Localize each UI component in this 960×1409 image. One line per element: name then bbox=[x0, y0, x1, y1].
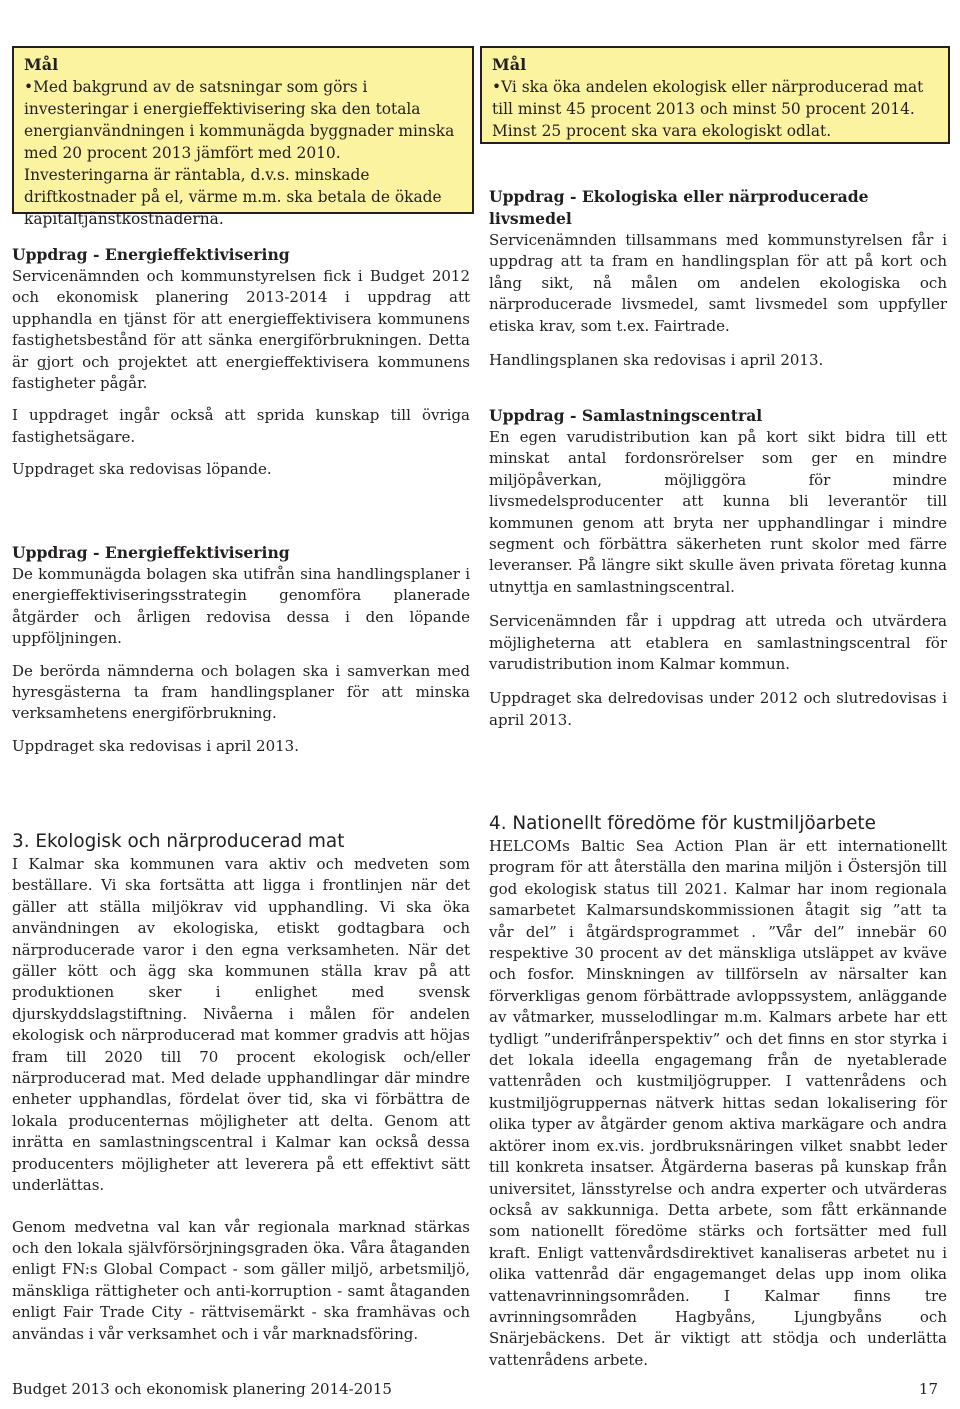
section-ecological-food bbox=[12, 830, 470, 1345]
assignment-title: Uppdrag - Energieffektivisering bbox=[12, 543, 290, 562]
assignment-paragraph: Servicenämnden och kommunstyrelsen fick i Budget 2012 och ekonomisk planering 2013-2014 i uppdrag att upphandla en tjänst för att energieffektivisera kommunens fastighetsbestånd för att sänka energiförbrukningen. Detta är gjort och projektet att energieffektivisera kommunens fastigheter pågår. bbox=[12, 267, 470, 393]
assignment-title: Uppdrag - Ekologiska eller närproducerade livsmedel bbox=[489, 187, 869, 228]
page-footer bbox=[12, 1378, 938, 1400]
section-paragraph: HELCOMs Baltic Sea Action Plan är ett internationellt program för att återställa den marina miljön i Östersjön till god ekologisk status till 2021. Kalmar har inom regionala samarbetet Kalmarsundskommissionen åtagit sig ”att ta vår del” i åtgärdsprogrammet . ”Vår del” innebär 60 respektive 30 procent av det mänskliga utsläppet av kväve och fosfor. Minskningen av tillförseln av närsalter kan förverkligas genom förbättrade avloppssystem, anläggande av våtmarker, musselodlingar m.m. Kalmars arbete har ett tydligt ”underifrånperspektiv” och det finns en stor styrka i det lokala ideella engagemang från de nyetablerade vattenråden och kustmiljögrupper. I vattenrådens och kustmiljögruppernas nätverk hittas sedan lokalisering för olika typer av åtgärder genom aktiva markägare och andra aktörer inom ex.vis. jordbruksnäringen vilket snabbt leder till konkreta insatser. Åtgärderna baseras på kunskap från universitet, länsstyrelse och andra experter och utvärderas också av sakkunniga. Detta arbete, som fått erkännande som nationellt föredöme stärks och fortsätter med full kraft. Enligt vattenvårdsdirektivet kanaliseras arbetet nu i olika vattenråd där engagemanget delas upp inom olika vattenavrinningsområden. I Kalmar finns tre avrinningsområden Hagbyåns, Ljungbyåns och Snärjebäckens. Det är viktigt att stödja och underlätta vattenrådens arbete. bbox=[489, 837, 947, 1369]
assignment-paragraph: De kommunägda bolagen ska utifrån sina handlingsplaner i energieffektiviseringsstrategin genomföra planerade åtgärder och årligen redovisa dessa i den löpande uppföljningen. bbox=[12, 565, 470, 648]
section-coastal-environment bbox=[489, 812, 947, 1371]
assignment-title: Uppdrag - Energieffektivisering bbox=[12, 245, 290, 264]
assignment-paragraph: Uppdraget ska redovisas löpande. bbox=[12, 460, 272, 479]
footer-title: Budget 2013 och ekonomisk planering 2014-2015 bbox=[12, 1380, 392, 1398]
goal-title: Mål bbox=[492, 55, 527, 74]
assignment-paragraph: Handlingsplanen ska redovisas i april 2013. bbox=[489, 351, 824, 370]
section-heading: 3. Ekologisk och närproducerad mat bbox=[12, 831, 345, 852]
assignment-ecological-food bbox=[489, 186, 947, 371]
assignment-paragraph: I uppdraget ingår också att sprida kunskap till övriga fastighetsägare. bbox=[12, 406, 470, 446]
section-paragraph: Genom medvetna val kan vår regionala marknad stärkas och den lokala självförsörjningsgraden öka. Våra åtaganden enligt FN:s Global Compact - som gäller miljö, arbetsmiljö, mänskliga rättigheter och anti-korruption - samt åtaganden enligt Fair Trade City - rättvisemärkt - ska framhävas och användas i vår verksamhet och i vår marknadsföring. bbox=[12, 1217, 470, 1343]
goal-box-food bbox=[480, 46, 950, 144]
goal-text: •Med bakgrund av de satsningar som görs i investeringar i energieffektivisering ska den totala energianvändningen i kommunägda byggnader minska med 20 procent 2013 jämfört med 2010. Investeringarna är räntabla, d.v.s. minskade driftkostnader på el, värme m.m. ska betala de ökade kapitaltjänstkostnaderna. bbox=[24, 78, 455, 228]
assignment-paragraph: Servicenämnden får i uppdrag att utreda och utvärdera möjligheterna att etablera en samlastningscentral för varudistribution inom Kalmar kommun. bbox=[489, 612, 947, 674]
assignment-energy-2 bbox=[12, 542, 470, 757]
goal-box-energy bbox=[12, 46, 474, 228]
page-number: 17 bbox=[918, 1380, 938, 1398]
assignment-title: Uppdrag - Samlastningscentral bbox=[489, 406, 763, 425]
section-paragraph: I Kalmar ska kommunen vara aktiv och medveten som beställare. Vi ska fortsätta att ligga i frontlinjen när det gäller att ställa miljökrav vid upphandling. Vi ska öka användningen av ekologiska, etiskt godtagbara och närproducerade varor i den egna verksamheten. När det gäller kött och ägg ska kommunen ställa krav på att produktionen sker i enlighet med svensk djurskyddslagstiftning. Nivåerna i målen för andelen ekologisk och närproducerad mat kommer gradvis att höjas fram till 2020 till 70 procent ekologisk och/eller närproducerad mat. Med delade upphandlingar där mindre enheter upphandlas, fördelat över tid, ska vi förbättra de lokala producenternas möjligheter att delta. Genom att inrätta en samlastningscentral i Kalmar kan också dessa producenters möjligheter att leverera på ett effektivt sätt underlättas. bbox=[12, 855, 470, 1195]
goal-text: •Vi ska öka andelen ekologisk eller närproducerad mat till minst 45 procent 2013 och minst 50 procent 2014. Minst 25 procent ska vara ekologiskt odlat. bbox=[492, 78, 924, 140]
assignment-paragraph: Uppdraget ska redovisas i april 2013. bbox=[12, 736, 299, 755]
assignment-paragraph: Uppdraget ska delredovisas under 2012 och slutredovisas i april 2013. bbox=[489, 689, 947, 729]
assignment-paragraph: Servicenämnden tillsammans med kommunstyrelsen får i uppdrag att ta fram en handlingsplan för att på kort och lång sikt, nå målen om andelen ekologiska och närproducerade livsmedel, samt livsmedel som uppfyller etiska krav, som t.ex. Fairtrade. bbox=[489, 231, 947, 335]
assignment-energy-1 bbox=[12, 244, 470, 481]
section-heading: 4. Nationellt föredöme för kustmiljöarbete bbox=[489, 813, 876, 834]
goal-title: Mål bbox=[24, 55, 59, 74]
assignment-paragraph: En egen varudistribution kan på kort sikt bidra till ett minskat antal fordonsrörelser som ger en mindre miljöpåverkan, möjliggöra för mindre livsmedelsproducenter att kunna bli leverantör till kommunen genom att bryta ner upphandlingar i mindre segment och förbättra säkerheten runt skolor med färre leveranser. På längre sikt skulle även privata företag kunna utnyttja en samlastningscentral. bbox=[489, 428, 947, 596]
assignment-consolidation-center bbox=[489, 405, 947, 731]
assignment-paragraph: De berörda nämnderna och bolagen ska i samverkan med hyresgästerna ta fram handlingsplaner för att minska verksamhetens energiförbrukning. bbox=[12, 661, 470, 723]
